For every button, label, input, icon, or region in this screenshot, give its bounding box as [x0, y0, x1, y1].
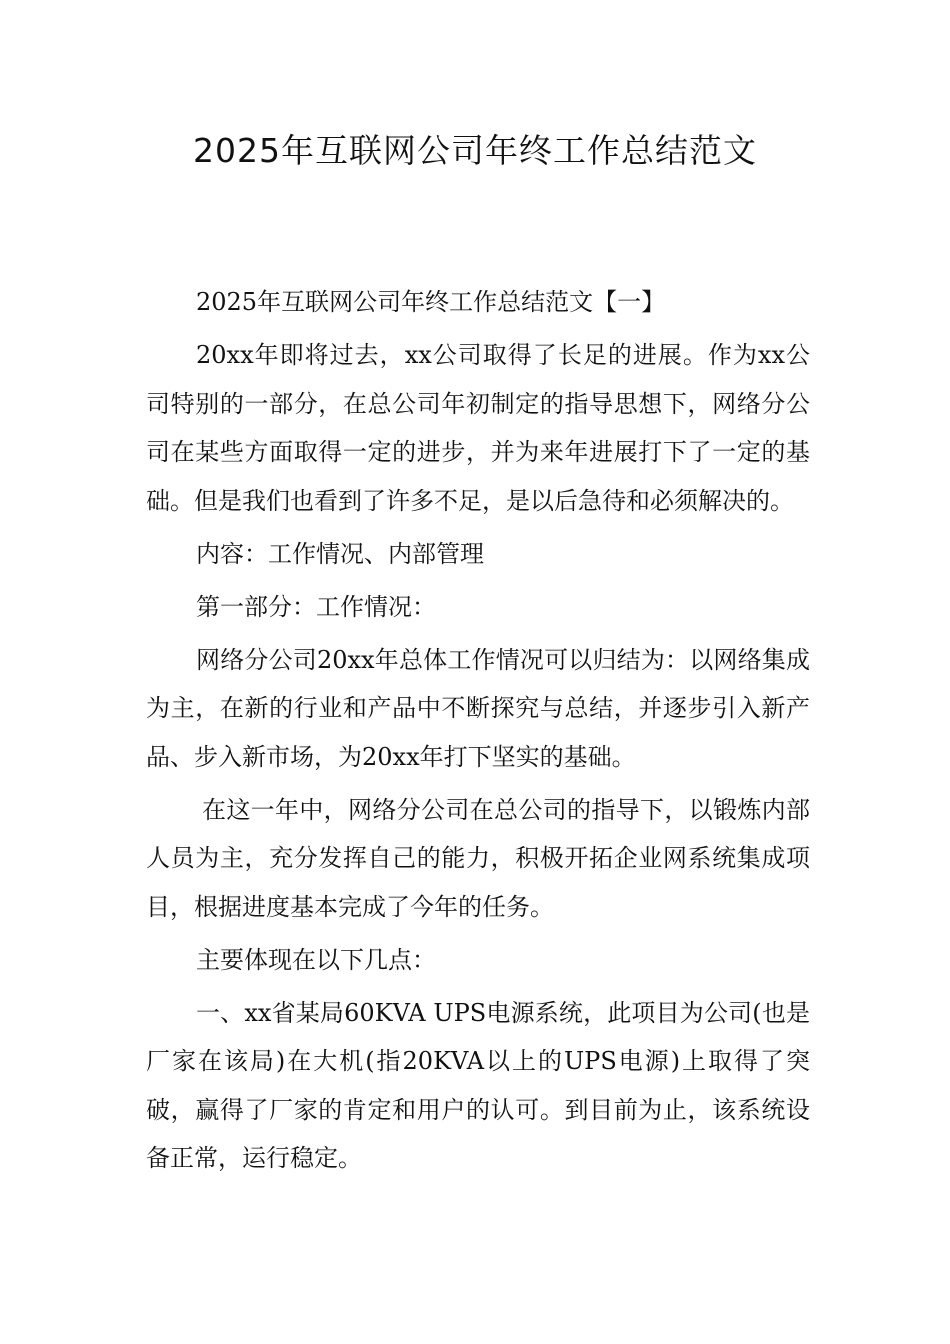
overall-work-paragraph: 网络分公司20xx年总体工作情况可以归结为：以网络集成为主，在新的行业和产品中不断探究与总结，并逐步引入新产品、步入新市场，为20xx年打下坚实的基础。	[146, 645, 810, 771]
section-heading: 2025年互联网公司年终工作总结范文【一】	[196, 288, 666, 316]
key-points-line: 主要体现在以下几点：	[196, 945, 436, 974]
point-one-paragraph: 一、xx省某局60KVA UPS电源系统，此项目为公司(也是厂家在该局)在大机(指20KVA以上的UPS电源)上取得了突破，赢得了厂家的肯定和用户的认可。到目前为止，该系统设备正常，运行稳定。	[146, 998, 810, 1172]
year-summary-paragraph: 在这一年中，网络分公司在总公司的指导下，以锻炼内部人员为主，充分发挥自己的能力，积极开拓企业网系统集成项目，根据进度基本完成了今年的任务。	[146, 795, 810, 921]
intro-paragraph: 20xx年即将过去，xx公司取得了长足的进展。作为xx公司特别的一部分，在总公司年初制定的指导思想下，网络分公司在某些方面取得一定的进步，并为来年进展打下了一定的基础。但是我们也看到了许多不足，是以后急待和必须解决的。	[146, 341, 810, 515]
document-body	[146, 278, 810, 1187]
part-one-heading: 第一部分：工作情况：	[196, 592, 436, 621]
document-title: 2025年互联网公司年终工作总结范文	[193, 131, 757, 170]
content-line: 内容：工作情况、内部管理	[196, 539, 484, 568]
